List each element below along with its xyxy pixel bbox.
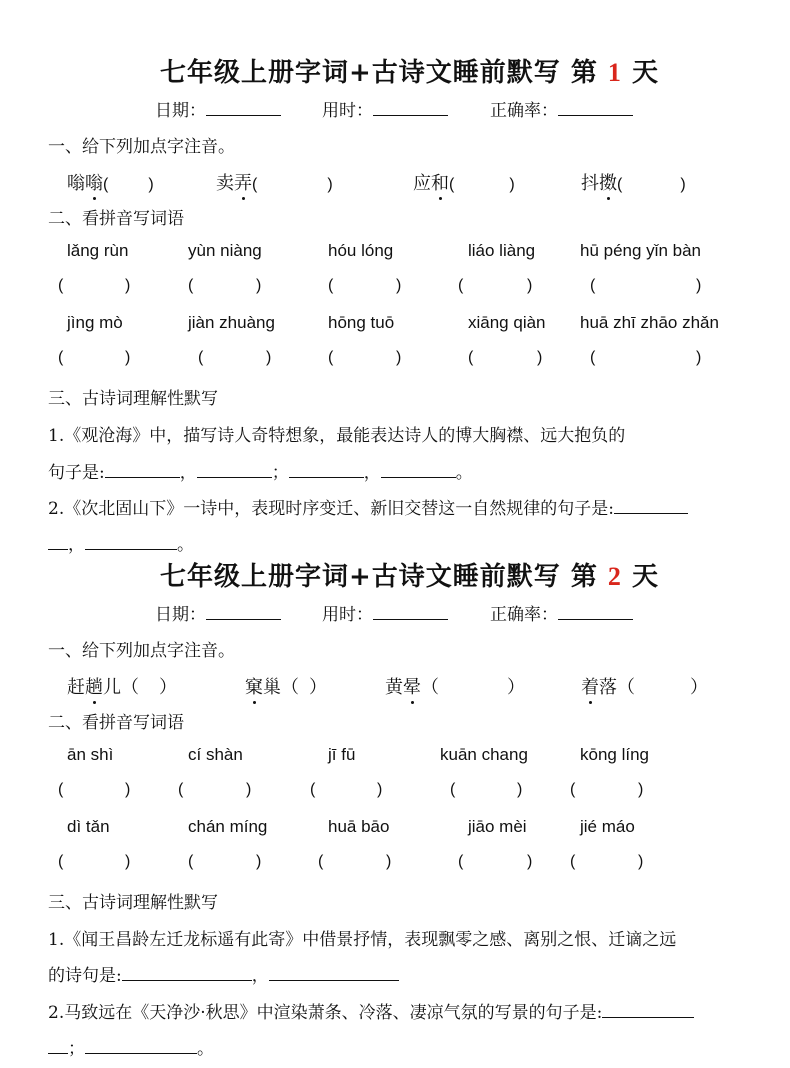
day2-pinyin-5: kōng líng <box>580 745 649 764</box>
day2-pinyin-1: ān shì <box>67 745 114 764</box>
day1-answer-paren[interactable]: ( <box>198 349 204 366</box>
day1-question-1-answer-line[interactable]: 句子是: ， ； ， 。 <box>48 458 473 483</box>
day2-word-3[interactable]: 黄晕（ ） <box>385 673 525 699</box>
day1-answer-paren[interactable]: ( <box>468 349 474 366</box>
day1-accuracy-field[interactable]: 正确率： <box>490 96 633 121</box>
day1-answer-paren[interactable]: ( <box>188 277 194 294</box>
day2-answer-paren[interactable]: ( <box>570 853 576 870</box>
day2-time-field[interactable]: 用时： <box>322 600 448 625</box>
day2-question-2[interactable]: 2.马致远在《天净沙·秋思》中渲染萧条、冷落、凄凉气氛的写景的句子是: <box>48 998 694 1023</box>
day2-answer-paren[interactable]: ) <box>377 781 383 798</box>
day2-answer-paren[interactable]: ( <box>310 781 316 798</box>
day1-pinyin-10: huā zhī zhāo zhǎn <box>580 313 719 332</box>
day1-word-4[interactable]: 抖擞( ) <box>581 169 686 195</box>
day2-pinyin-3: jī fū <box>328 745 356 764</box>
day1-section2-heading: 二、看拼音写词语 <box>48 209 184 229</box>
day2-answer-paren[interactable]: ) <box>246 781 252 798</box>
day1-pinyin-2: yùn niàng <box>188 241 262 260</box>
day1-answer-paren[interactable]: ( <box>590 277 596 294</box>
day2-word-1[interactable]: 赶趟儿（ ） <box>67 673 177 699</box>
day2-answer-paren[interactable]: ( <box>58 853 64 870</box>
day1-answer-paren[interactable]: ) <box>696 277 702 294</box>
day2-answer-paren[interactable]: ( <box>58 781 64 798</box>
day2-answer-paren[interactable]: ) <box>256 853 262 870</box>
day2-answer-paren[interactable]: ( <box>318 853 324 870</box>
day1-answer-paren[interactable]: ( <box>58 349 64 366</box>
day2-answer-paren[interactable]: ) <box>517 781 523 798</box>
day1-pinyin-3: hóu lóng <box>328 241 394 260</box>
day2-answer-paren[interactable]: ( <box>458 853 464 870</box>
day1-time-field[interactable]: 用时： <box>322 96 448 121</box>
day1-pinyin-8: hōng tuō <box>328 313 395 332</box>
day2-answer-paren[interactable]: ) <box>638 781 644 798</box>
day2-answer-paren[interactable]: ( <box>450 781 456 798</box>
day1-title: 七年级上册字词+古诗文睡前默写 第 1 天 <box>160 58 659 88</box>
day2-section3-heading: 三、古诗词理解性默写 <box>48 893 218 913</box>
day2-question-1-answer-line[interactable]: 的诗句是: ， <box>48 961 399 986</box>
day1-word-1[interactable]: 嗡嗡( ) <box>67 169 154 195</box>
day1-question-2[interactable]: 2.《次北固山下》一诗中，表现时序变迁、新旧交替这一自然规律的句子是: <box>48 494 688 519</box>
day2-section1-heading: 一、给下列加点字注音。 <box>48 641 235 661</box>
day1-pinyin-5: hū péng yǐn bàn <box>580 241 701 260</box>
day1-question-2-answer-line[interactable]: ， 。 <box>48 530 194 555</box>
day2-answer-paren[interactable]: ) <box>527 853 533 870</box>
day1-date-field[interactable]: 日期： <box>155 96 281 121</box>
day2-answer-paren[interactable]: ( <box>570 781 576 798</box>
day2-section2-heading: 二、看拼音写词语 <box>48 713 184 733</box>
day1-answer-paren[interactable]: ( <box>590 349 596 366</box>
day2-word-4[interactable]: 着落（ ） <box>581 673 708 699</box>
day2-answer-paren[interactable]: ) <box>386 853 392 870</box>
day1-answer-paren[interactable]: ) <box>527 277 533 294</box>
day2-pinyin-7: chán míng <box>188 817 268 836</box>
day1-pinyin-4: liáo liàng <box>468 241 536 260</box>
day1-word-3[interactable]: 应和( ) <box>413 169 515 195</box>
day1-answer-paren[interactable]: ) <box>396 277 402 294</box>
day2-number: 2 <box>607 562 622 591</box>
day2-pinyin-2: cí shàn <box>188 745 243 764</box>
day2-pinyin-8: huā bāo <box>328 817 390 836</box>
day2-pinyin-4: kuān chang <box>440 745 528 764</box>
day2-answer-paren[interactable]: ) <box>638 853 644 870</box>
day2-pinyin-9: jiāo mèi <box>468 817 527 836</box>
day2-answer-paren[interactable]: ( <box>188 853 194 870</box>
day1-answer-paren[interactable]: ( <box>328 349 334 366</box>
day2-date-field[interactable]: 日期： <box>155 600 281 625</box>
day1-question-1: 1.《观沧海》中，描写诗人奇特想象，最能表达诗人的博大胸襟、远大抱负的 <box>48 426 626 446</box>
day1-answer-paren[interactable]: ) <box>125 277 131 294</box>
day1-number: 1 <box>607 58 622 87</box>
day1-answer-paren[interactable]: ) <box>256 277 262 294</box>
day1-answer-paren[interactable]: ( <box>458 277 464 294</box>
day2-pinyin-6: dì tǎn <box>67 817 110 836</box>
day1-answer-paren[interactable]: ( <box>328 277 334 294</box>
day1-answer-paren[interactable]: ( <box>58 277 64 294</box>
day1-answer-paren[interactable]: ) <box>696 349 702 366</box>
day2-word-2[interactable]: 窠巢（ ） <box>245 673 327 699</box>
day1-pinyin-7: jiàn zhuàng <box>188 313 275 332</box>
day1-pinyin-1: lǎng rùn <box>67 241 129 260</box>
day2-answer-paren[interactable]: ) <box>125 853 131 870</box>
day2-question-2-answer-line[interactable]: ； 。 <box>48 1034 214 1059</box>
day1-answer-paren[interactable]: ) <box>266 349 272 366</box>
day2-pinyin-10: jié máo <box>580 817 635 836</box>
day1-pinyin-9: xiāng qiàn <box>468 313 546 332</box>
day1-answer-paren[interactable]: ) <box>537 349 543 366</box>
day2-question-1: 1.《闻王昌龄左迁龙标遥有此寄》中借景抒情，表现飘零之感、离别之恨、迁谪之远 <box>48 930 677 950</box>
day1-pinyin-6: jìng mò <box>67 313 123 332</box>
day1-word-2[interactable]: 卖弄( ) <box>216 169 333 195</box>
day1-answer-paren[interactable]: ) <box>396 349 402 366</box>
day1-section3-heading: 三、古诗词理解性默写 <box>48 389 218 409</box>
day1-answer-paren[interactable]: ) <box>125 349 131 366</box>
day2-answer-paren[interactable]: ( <box>178 781 184 798</box>
day2-answer-paren[interactable]: ) <box>125 781 131 798</box>
day1-section1-heading: 一、给下列加点字注音。 <box>48 137 235 157</box>
day2-accuracy-field[interactable]: 正确率： <box>490 600 633 625</box>
day2-title: 七年级上册字词+古诗文睡前默写 第 2 天 <box>160 562 659 592</box>
